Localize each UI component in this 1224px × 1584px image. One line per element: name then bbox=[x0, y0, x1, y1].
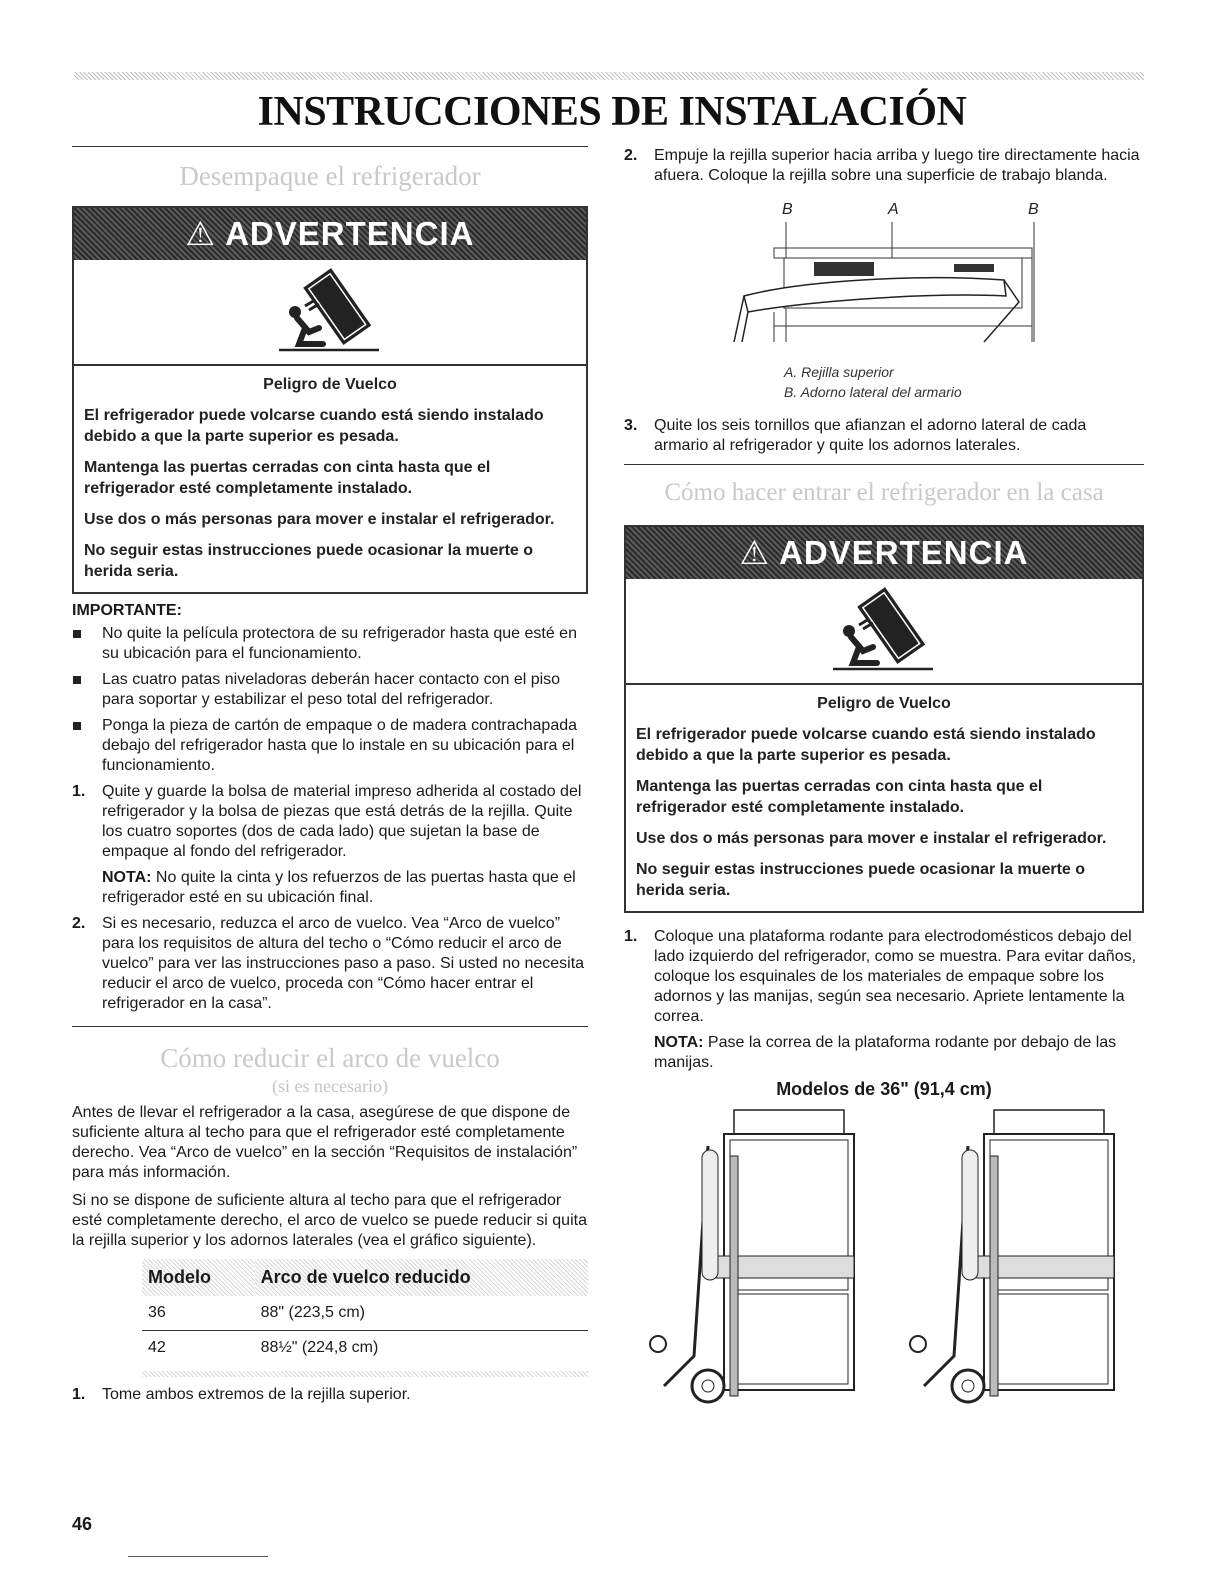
warning-line: El refrigerador puede volcarse cuando está siendo instalado debido a que la parte superior es pesada. bbox=[636, 726, 1096, 764]
table-row: 42 88½" (224,8 cm) bbox=[148, 1339, 379, 1356]
warning-box bbox=[624, 525, 1144, 913]
models-title: Modelos de 36" (91,4 cm) bbox=[776, 1079, 992, 1099]
bullet-icon bbox=[73, 722, 81, 730]
section-title-unpack: Desempaque el refrigerador bbox=[179, 161, 481, 191]
step-item: 2. Empuje la rejilla superior hacia arriba y luego tire directamente hacia afuera. Coloque la rejilla sobre una superficie de trabajo blanda. bbox=[624, 147, 1140, 184]
step-note: NOTA: Pase la correa de la plataforma rodante por debajo de las manijas. bbox=[654, 1034, 1117, 1071]
section-divider bbox=[624, 464, 1144, 465]
right-column bbox=[624, 146, 1144, 1406]
left-column bbox=[72, 146, 588, 1411]
section-title-reduce-arc: Cómo reducir el arco de vuelco bbox=[160, 1043, 500, 1073]
step-item: 2. Si es necesario, reduzca el arco de vuelco. Vea “Arco de vuelco” para los requisitos de altura del techo o “Cómo reducir el arco de vuelco” para ver las instrucciones paso a paso. Si usted no necesita reducir el arco de vuelco, proceda con “Cómo hacer entrar el refrigerador en la casa”. bbox=[72, 915, 585, 1012]
figure-caption: B. Adorno lateral del armario bbox=[784, 384, 962, 400]
tilt-arc-table bbox=[142, 1259, 588, 1365]
important-list bbox=[72, 624, 588, 776]
warning-line: Mantenga las puertas cerradas con cinta hasta que el refrigerador esté completamente instalado. bbox=[636, 778, 1043, 816]
warning-box bbox=[72, 206, 588, 594]
step-item: 1. Quite y guarde la bolsa de material impreso adherida al costado del refrigerador y la bolsa de piezas que está detrás de la rejilla. Quite los cuatro soportes (dos de cada lado) que sujetan la base de empaque al fondo del refrigerador. NOTA: No quite la cinta y los refuerzos de las puertas hasta que el refrigerador esté en su ubicación final. bbox=[72, 782, 588, 908]
warning-line: No seguir estas instrucciones puede ocasionar la muerte o herida seria. bbox=[636, 861, 1086, 899]
figure-label-b: B bbox=[782, 201, 793, 218]
figure-caption: A. Rejilla superior bbox=[784, 364, 894, 380]
warning-line: No seguir estas instrucciones puede ocasionar la muerte o herida seria. bbox=[84, 542, 534, 580]
footer-rule bbox=[128, 1556, 268, 1557]
paragraph: Si no se dispone de suficiente altura al techo para que el refrigerador esté completamente derecho, el arco de vuelco se puede reducir si quita la rejilla superior y los adornos laterales (vea el gráfico siguiente). bbox=[72, 1192, 587, 1249]
warning-line: Use dos o más personas para mover e instalar el refrigerador. bbox=[636, 830, 1107, 847]
table-footer-rule bbox=[142, 1371, 588, 1377]
table-row: 36 88" (223,5 cm) bbox=[142, 1296, 588, 1331]
section-subtitle: (si es necesario) bbox=[272, 1076, 388, 1096]
warning-line: El refrigerador puede volcarse cuando está siendo instalado debido a que la parte superior es pesada. bbox=[84, 407, 544, 445]
important-label: IMPORTANTE: bbox=[72, 602, 182, 619]
warning-triangle-icon: ⚠ bbox=[185, 215, 217, 252]
list-item: Ponga la pieza de cartón de empaque o de madera contrachapada debajo del refrigerador hasta que lo instale en su ubicación para el funcionamiento. bbox=[72, 716, 588, 776]
table-header: Modelo bbox=[142, 1259, 255, 1296]
section-divider bbox=[72, 1026, 588, 1027]
paragraph: Antes de llevar el refrigerador a la casa, asegúrese de que dispone de suficiente altura al techo para que el refrigerador esté completamente derecho. Vea “Arco de vuelco” en la sección “Requisitos de instalación” para más información. bbox=[72, 1104, 578, 1181]
list-item: No quite la película protectora de su refrigerador hasta que esté en su ubicación para el funcionamiento. bbox=[72, 624, 588, 664]
warning-body bbox=[74, 366, 586, 592]
page-title: INSTRUCCIONES DE INSTALACIÓN bbox=[257, 89, 967, 135]
tip-over-hazard-icon bbox=[74, 260, 586, 366]
warning-title: Peligro de Vuelco bbox=[263, 376, 397, 393]
figure-label-b: B bbox=[1028, 201, 1039, 218]
list-item: Las cuatro patas niveladoras deberán hacer contacto con el piso para soportar y estabilizar el peso total del refrigerador. bbox=[72, 670, 588, 710]
table-header: Arco de vuelco reducido bbox=[255, 1259, 588, 1296]
bullet-icon bbox=[73, 676, 81, 684]
warning-body bbox=[626, 685, 1142, 911]
refrigerator-drawing-right bbox=[910, 1110, 1114, 1402]
step-item: 1. Coloque una plataforma rodante para electrodomésticos debajo del lado izquierdo del refrigerador, como se muestra. Para evitar daños, coloque los esquinales de los materiales de empaque sobre los adornos y las manijas, según sea necesario. Apriete lentamente la correa. NOTA: Pase la correa de la plataforma rodante por debajo de las manijas. bbox=[624, 927, 1144, 1073]
section-title-move-into-house: Cómo hacer entrar el refrigerador en la casa bbox=[664, 479, 1104, 506]
hand-truck-figure bbox=[624, 1106, 1144, 1406]
top-rule bbox=[74, 72, 1144, 80]
bullet-icon bbox=[73, 630, 81, 638]
grille-figure bbox=[624, 192, 1144, 362]
step-note: NOTA: No quite la cinta y los refuerzos de las puertas hasta que el refrigerador esté en su ubicación final. bbox=[102, 869, 576, 906]
step-item: 3. Quite los seis tornillos que afianzan el adorno lateral de cada armario al refrigerador y quite los adornos laterales. bbox=[624, 417, 1087, 454]
figure-label-a: A bbox=[888, 201, 899, 218]
step-item: 1. Tome ambos extremos de la rejilla superior. bbox=[72, 1386, 411, 1403]
warning-header: ⚠ ADVERTENCIA bbox=[626, 527, 1142, 579]
warning-title: Peligro de Vuelco bbox=[817, 695, 951, 712]
refrigerator-drawing-left bbox=[650, 1110, 854, 1402]
warning-header: ⚠ ADVERTENCIA bbox=[74, 208, 586, 260]
page-number: 46 bbox=[72, 1514, 93, 1534]
section-divider bbox=[72, 146, 588, 147]
warning-line: Use dos o más personas para mover e instalar el refrigerador. bbox=[84, 511, 555, 528]
warning-triangle-icon: ⚠ bbox=[739, 534, 771, 571]
tip-over-hazard-icon bbox=[626, 579, 1142, 685]
warning-line: Mantenga las puertas cerradas con cinta hasta que el refrigerador esté completamente instalado. bbox=[84, 459, 491, 497]
